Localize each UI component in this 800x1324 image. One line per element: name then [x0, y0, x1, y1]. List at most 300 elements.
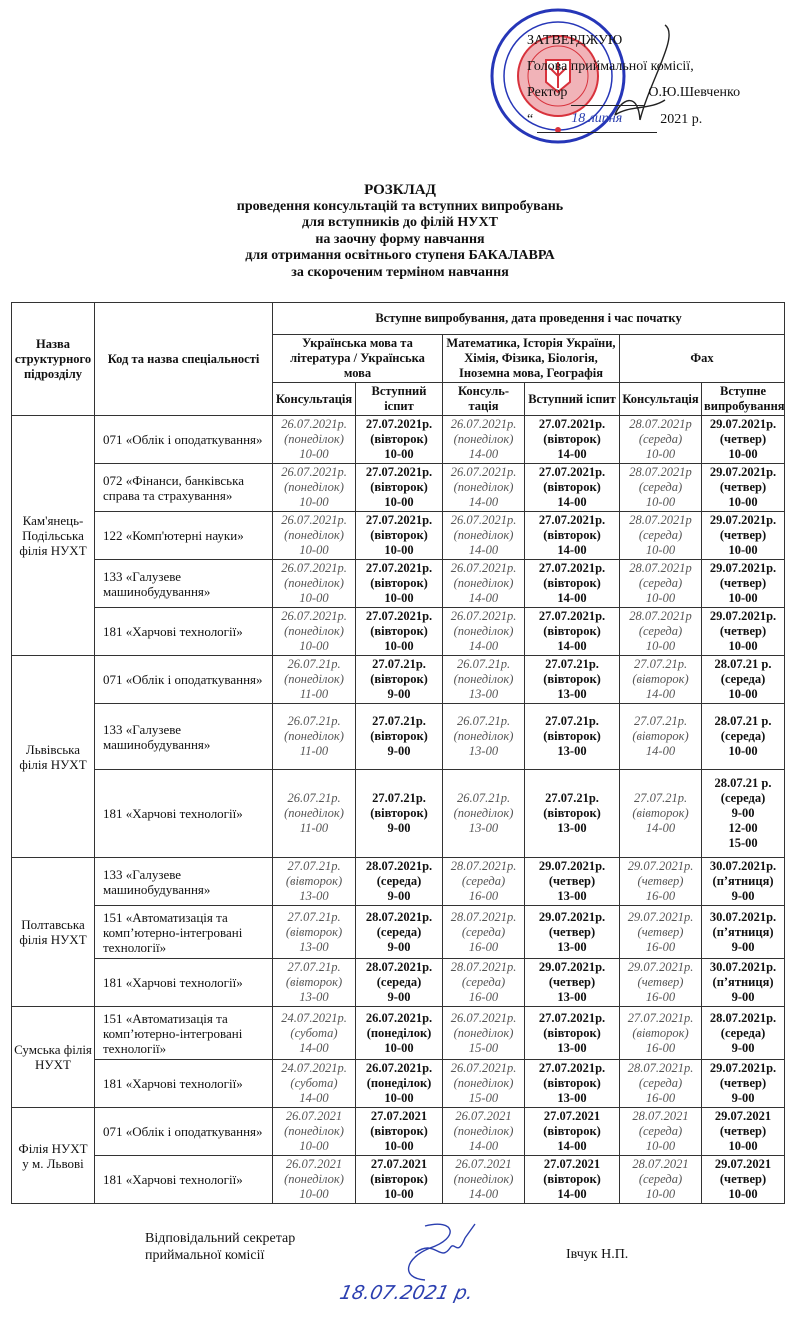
weekday-text: (вівторок)	[632, 672, 689, 686]
time-text: 14-00	[557, 1139, 587, 1153]
date-text: 28.07.2021р.	[709, 1010, 777, 1025]
approval-rector-name: О.Ю.Шевченко	[648, 85, 741, 100]
time-text: 10-00	[384, 543, 414, 557]
consultation-cell	[443, 656, 525, 704]
exam-cell	[702, 1108, 785, 1156]
specialty-cell: 072 «Фінанси, банківська справа та страхування»	[95, 464, 273, 512]
weekday-text: (вівторок)	[370, 1124, 428, 1138]
time-text: 13-00	[299, 939, 329, 954]
date-text: 29.07.2021	[714, 1109, 772, 1123]
exam-cell	[356, 608, 443, 656]
time-text: 14-00	[468, 1187, 499, 1201]
time-text: 14-00	[557, 543, 587, 557]
exam-cell	[702, 1007, 785, 1060]
exam-cell	[525, 560, 620, 608]
weekday-text: (понеділок)	[284, 576, 344, 590]
weekday-text: (четвер)	[719, 480, 767, 494]
weekday-text: (четвер)	[719, 432, 767, 446]
date-text: 27.07.21р.	[287, 859, 341, 873]
weekday-text: (четвер)	[637, 874, 684, 888]
date-text: 26.07.2021р.	[450, 513, 517, 527]
exam-cell	[356, 464, 443, 512]
approval-month: липня	[588, 111, 623, 126]
time-text: 10-00	[299, 1187, 329, 1201]
specialty-cell: 133 «Галузеве машинобудування»	[95, 560, 273, 608]
exam-cell	[356, 512, 443, 560]
consultation-cell	[620, 512, 702, 560]
exam-cell	[525, 512, 620, 560]
weekday-text: (вівторок)	[543, 528, 601, 542]
date-text: 28.07.2021р.	[450, 909, 517, 924]
date-text: 27.07.2021р.	[538, 1061, 606, 1075]
weekday-text: (середа)	[376, 924, 422, 939]
date-text: 28.07.21 р.	[714, 776, 772, 790]
date-text: 28.07.2021р	[629, 417, 692, 431]
time-text: 10-00	[384, 1187, 414, 1201]
weekday-text: (середа)	[720, 1025, 766, 1040]
time-text: 10-00	[384, 591, 414, 605]
specialty-cell: 181 «Харчові технології»	[95, 770, 273, 858]
date-text: 27.07.21р.	[372, 791, 426, 805]
date-text: 27.07.2021р.	[538, 1010, 606, 1025]
exam-cell	[356, 959, 443, 1007]
consultation-cell	[273, 1060, 356, 1108]
time-text: 14-00	[299, 1091, 329, 1105]
exam-cell	[356, 416, 443, 464]
weekday-text: (вівторок)	[632, 729, 689, 743]
weekday-text: (вівторок)	[543, 1025, 601, 1040]
exam-cell	[525, 608, 620, 656]
approval-block	[527, 28, 740, 133]
weekday-text: (понеділок)	[453, 480, 514, 494]
time-text: 13-00	[468, 821, 499, 835]
time-text: 13-00	[299, 889, 329, 903]
consultation-cell	[443, 608, 525, 656]
exam-cell	[525, 1156, 620, 1204]
weekday-text: (четвер)	[719, 1076, 767, 1090]
time-text: 14-00	[557, 1187, 587, 1201]
time-text: 16-00	[645, 939, 676, 954]
consultation-cell	[443, 770, 525, 858]
weekday-text: (вівторок)	[285, 924, 343, 939]
document-title	[0, 182, 800, 281]
table-row	[12, 1108, 785, 1156]
weekday-text: (середа)	[376, 975, 422, 989]
exam-cell	[356, 858, 443, 906]
time-text: 16-00	[645, 889, 676, 903]
weekday-text: (п’ятниця)	[712, 975, 774, 989]
date-text: 26.07.21р.	[456, 657, 511, 671]
time-text: 10-00	[728, 495, 758, 509]
exam-cell	[525, 959, 620, 1007]
exam-cell	[525, 1060, 620, 1108]
specialty-cell: 071 «Облік і оподаткування»	[95, 416, 273, 464]
header-subject-major: Фах	[620, 335, 785, 383]
header-s1-exam: Вступний іспит	[356, 383, 443, 416]
time-text: 10-00	[299, 447, 329, 461]
date-text: 26.07.2021р.	[450, 1010, 517, 1025]
exam-cell	[525, 656, 620, 704]
title-line: на заочну форму навчання	[315, 231, 485, 247]
exam-cell	[702, 770, 785, 858]
header-s3-exam: Вступне випробування	[702, 383, 785, 416]
date-text: 30.07.2021р.	[709, 909, 777, 924]
consultation-cell	[273, 416, 356, 464]
date-text: 26.07.2021р.	[365, 1061, 433, 1075]
time-text: 10-00	[645, 1187, 676, 1201]
time-text: 10-00	[728, 447, 758, 461]
approval-quote: “	[527, 112, 534, 127]
date-text: 27.07.2021р.	[365, 465, 433, 479]
date-text: 26.07.21р.	[456, 791, 511, 805]
time-text: 14-00	[468, 639, 499, 653]
date-text: 29.07.2021р.	[627, 960, 694, 974]
weekday-text: (понеділок)	[453, 576, 514, 590]
consultation-cell	[273, 560, 356, 608]
exam-cell	[525, 464, 620, 512]
consultation-cell	[273, 656, 356, 704]
specialty-cell: 122 «Комп'ютерні науки»	[95, 512, 273, 560]
consultation-cell	[443, 464, 525, 512]
weekday-text: (п’ятниця)	[712, 874, 774, 888]
exam-cell	[702, 1156, 785, 1204]
date-text: 27.07.2021	[543, 1157, 601, 1171]
consultation-cell	[620, 1007, 702, 1060]
title-line: проведення консультацій та вступних випробувань	[236, 198, 564, 214]
weekday-text: (субота)	[290, 1076, 338, 1090]
exam-cell	[702, 906, 785, 959]
date-text: 27.07.21р.	[545, 791, 599, 805]
date-text: 30.07.2021р.	[709, 960, 777, 974]
date-text: 28.07.2021р.	[365, 859, 433, 873]
exam-cell	[525, 1108, 620, 1156]
date-text: 26.07.2021р.	[281, 561, 347, 575]
time-text: 10-00	[645, 639, 676, 653]
consultation-cell	[443, 512, 525, 560]
weekday-text: (понеділок)	[284, 806, 344, 820]
time-text: 10-00	[728, 1187, 758, 1201]
approval-position: Голова приймальної комісії,	[527, 59, 694, 74]
consultation-cell	[273, 858, 356, 906]
time-text: 11-00	[299, 687, 329, 701]
specialty-cell: 151 «Автоматизація та комп’ютерно-інтегровані технології»	[95, 906, 273, 959]
footer-secretary-name: Івчук Н.П.	[566, 1247, 629, 1262]
specialty-cell: 181 «Харчові технології»	[95, 959, 273, 1007]
time-text: 13-00	[468, 744, 499, 758]
time-text: 9-00	[731, 806, 755, 820]
date-text: 26.07.2021р.	[281, 609, 347, 623]
date-text: 28.07.2021р.	[627, 1061, 694, 1075]
date-text: 26.07.2021	[285, 1157, 343, 1171]
time-text: 9-00	[387, 687, 411, 701]
time-text: 14-00	[557, 447, 587, 461]
time-text: 9-00	[731, 990, 755, 1004]
weekday-text: (вівторок)	[370, 1172, 428, 1186]
weekday-text: (вівторок)	[370, 672, 428, 686]
approval-day: 18	[571, 111, 586, 126]
time-text: 10-00	[728, 744, 758, 758]
header-exams-group: Вступне випробування, дата проведення і час початку	[273, 303, 785, 335]
time-text: 10-00	[645, 1139, 676, 1153]
time-text: 10-00	[384, 1040, 414, 1055]
date-text: 27.07.2021	[370, 1157, 428, 1171]
consultation-cell	[443, 959, 525, 1007]
date-text: 29.07.2021р.	[627, 909, 694, 924]
weekday-text: (понеділок)	[453, 1172, 514, 1186]
exam-cell	[702, 608, 785, 656]
time-text: 13-00	[557, 687, 587, 701]
time-text: 14-00	[557, 495, 587, 509]
footer-role-line1: Відповідальний секретар	[145, 1231, 296, 1246]
weekday-text: (понеділок)	[453, 672, 514, 686]
date-text: 28.07.2021р.	[365, 909, 433, 924]
consultation-cell	[273, 704, 356, 770]
weekday-text: (вівторок)	[543, 1172, 601, 1186]
branch-cell: Полтавська філія НУХТ	[12, 858, 95, 1007]
date-text: 27.07.2021	[370, 1109, 428, 1123]
exam-cell	[356, 1007, 443, 1060]
time-text: 16-00	[645, 1091, 676, 1105]
table-row	[12, 416, 785, 464]
header-s3-consult: Консультація	[620, 383, 702, 416]
title-line: для вступників до філій НУХТ	[302, 215, 498, 230]
date-text: 26.07.2021р.	[281, 513, 347, 527]
consultation-cell	[443, 704, 525, 770]
date-text: 29.07.2021р.	[709, 561, 777, 575]
weekday-text: (вівторок)	[370, 480, 428, 494]
date-text: 26.07.2021р.	[281, 417, 347, 431]
time-text: 11-00	[299, 744, 329, 758]
weekday-text: (четвер)	[719, 624, 767, 638]
time-text: 13-00	[299, 990, 329, 1004]
consultation-cell	[620, 608, 702, 656]
exam-cell	[356, 906, 443, 959]
specialty-cell: 181 «Харчові технології»	[95, 1156, 273, 1204]
weekday-text: (четвер)	[719, 1172, 767, 1186]
weekday-text: (вівторок)	[543, 432, 601, 446]
date-text: 28.07.2021р	[629, 465, 692, 479]
time-text: 9-00	[731, 889, 755, 903]
consultation-cell	[443, 1060, 525, 1108]
date-text: 27.07.2021р.	[538, 513, 606, 527]
weekday-text: (вівторок)	[543, 1076, 601, 1090]
time-text: 10-00	[728, 591, 758, 605]
header-specialty: Код та назва спеціальності	[95, 303, 273, 416]
date-text: 26.07.21р.	[456, 714, 511, 728]
time-text: 15-00	[728, 836, 758, 850]
title-line: за скороченим терміном навчання	[291, 264, 509, 280]
table-row	[12, 1060, 785, 1108]
weekday-text: (понеділок)	[453, 1025, 514, 1040]
time-text: 14-00	[557, 639, 587, 653]
weekday-text: (середа)	[376, 874, 422, 888]
time-text: 9-00	[731, 939, 755, 954]
time-text: 16-00	[468, 990, 499, 1004]
date-text: 28.07.2021р	[629, 609, 692, 623]
weekday-text: (середа)	[638, 480, 683, 494]
weekday-text: (вівторок)	[543, 624, 601, 638]
time-text: 10-00	[728, 543, 758, 557]
table-row	[12, 608, 785, 656]
consultation-cell	[620, 1156, 702, 1204]
table-row	[12, 906, 785, 959]
date-text: 26.07.2021	[455, 1109, 512, 1123]
date-text: 27.07.2021р.	[538, 417, 606, 431]
date-text: 27.07.2021р.	[365, 417, 433, 431]
date-text: 27.07.21р.	[545, 714, 599, 728]
table-row	[12, 464, 785, 512]
consultation-cell	[273, 906, 356, 959]
date-text: 27.07.21р.	[633, 714, 688, 728]
consultation-cell	[620, 906, 702, 959]
consultation-cell	[620, 770, 702, 858]
time-text: 13-00	[557, 744, 587, 758]
date-text: 27.07.2021р.	[538, 609, 606, 623]
consultation-cell	[620, 656, 702, 704]
date-text: 26.07.21р.	[287, 714, 341, 728]
weekday-text: (середа)	[638, 1076, 683, 1090]
weekday-text: (середа)	[720, 791, 766, 805]
weekday-text: (вівторок)	[370, 729, 428, 743]
date-text: 27.07.21р.	[287, 909, 341, 924]
table-row	[12, 959, 785, 1007]
header-branch: Назва структурного підрозділу	[12, 303, 95, 416]
weekday-text: (четвер)	[548, 874, 596, 888]
time-text: 14-00	[557, 591, 587, 605]
exam-cell	[525, 416, 620, 464]
exam-cell	[356, 1156, 443, 1204]
specialty-cell: 071 «Облік і оподаткування»	[95, 656, 273, 704]
weekday-text: (вівторок)	[632, 806, 689, 820]
weekday-text: (понеділок)	[284, 1172, 344, 1186]
time-text: 16-00	[468, 889, 499, 903]
footer-handwritten-date: 18.07.2021 р.	[337, 1282, 476, 1304]
consultation-cell	[443, 1108, 525, 1156]
time-text: 15-00	[468, 1091, 499, 1105]
table-row	[12, 1156, 785, 1204]
weekday-text: (понеділок)	[453, 1076, 514, 1090]
time-text: 9-00	[387, 990, 411, 1004]
time-text: 15-00	[468, 1040, 499, 1055]
exam-cell	[356, 560, 443, 608]
weekday-text: (вівторок)	[370, 806, 428, 820]
time-text: 10-00	[299, 639, 329, 653]
specialty-cell: 181 «Харчові технології»	[95, 608, 273, 656]
time-text: 10-00	[645, 495, 676, 509]
date-text: 30.07.2021р.	[709, 859, 777, 873]
consultation-cell	[620, 704, 702, 770]
date-text: 28.07.2021р.	[365, 960, 433, 974]
date-text: 27.07.21р.	[372, 657, 426, 671]
date-text: 29.07.2021	[714, 1157, 772, 1171]
consultation-cell	[443, 906, 525, 959]
title-main: РОЗКЛАД	[364, 182, 436, 198]
time-text: 14-00	[468, 495, 499, 509]
date-text: 29.07.2021р.	[538, 960, 606, 974]
exam-cell	[356, 770, 443, 858]
schedule-table	[11, 302, 785, 1204]
time-text: 14-00	[468, 591, 499, 605]
date-text: 26.07.2021	[285, 1109, 343, 1123]
time-text: 10-00	[299, 495, 329, 509]
weekday-text: (понеділок)	[453, 806, 514, 820]
weekday-text: (середа)	[638, 624, 683, 638]
table-row	[12, 770, 785, 858]
consultation-cell	[443, 416, 525, 464]
table-row	[12, 512, 785, 560]
consultation-cell	[273, 1156, 356, 1204]
weekday-text: (субота)	[290, 1025, 338, 1040]
table-row	[12, 1007, 785, 1060]
date-text: 26.07.2021р.	[365, 1010, 433, 1025]
time-text: 10-00	[728, 1139, 758, 1153]
date-text: 29.07.2021р.	[709, 609, 777, 623]
consultation-cell	[620, 1060, 702, 1108]
time-text: 14-00	[468, 1139, 499, 1153]
weekday-text: (вівторок)	[543, 1124, 601, 1138]
weekday-text: (вівторок)	[370, 528, 428, 542]
consultation-cell	[620, 959, 702, 1007]
weekday-text: (четвер)	[637, 975, 684, 989]
title-line: для отримання освітнього ступеня БАКАЛАВРА	[245, 248, 555, 263]
consultation-cell	[620, 560, 702, 608]
weekday-text: (вівторок)	[543, 672, 601, 686]
weekday-text: (середа)	[461, 924, 506, 939]
date-text: 28.07.2021р	[629, 513, 692, 527]
weekday-text: (середа)	[461, 975, 506, 989]
specialty-cell: 133 «Галузеве машинобудування»	[95, 858, 273, 906]
time-text: 14-00	[299, 1040, 329, 1055]
date-text: 28.07.21 р.	[714, 657, 772, 671]
time-text: 14-00	[645, 744, 676, 758]
consultation-cell	[620, 416, 702, 464]
exam-cell	[356, 1060, 443, 1108]
weekday-text: (понеділок)	[284, 672, 344, 686]
date-text: 28.07.2021р	[629, 561, 692, 575]
consultation-cell	[273, 770, 356, 858]
time-text: 10-00	[645, 447, 676, 461]
consultation-cell	[443, 1156, 525, 1204]
time-text: 10-00	[299, 543, 329, 557]
consultation-cell	[273, 1007, 356, 1060]
date-text: 27.07.2021р.	[365, 513, 433, 527]
exam-cell	[702, 959, 785, 1007]
time-text: 16-00	[645, 990, 676, 1004]
time-text: 14-00	[645, 821, 676, 835]
weekday-text: (четвер)	[637, 924, 684, 939]
branch-cell: Філія НУХТ у м. Львові	[12, 1108, 95, 1204]
consultation-cell	[443, 560, 525, 608]
exam-cell	[356, 704, 443, 770]
date-text: 28.07.2021	[632, 1109, 689, 1123]
time-text: 10-00	[645, 543, 676, 557]
time-text: 9-00	[731, 1091, 755, 1105]
time-text: 10-00	[384, 639, 414, 653]
exam-cell	[525, 858, 620, 906]
date-text: 24.07.2021р.	[281, 1010, 347, 1025]
time-text: 14-00	[468, 543, 499, 557]
date-text: 27.07.2021р.	[538, 465, 606, 479]
date-text: 27.07.21р.	[633, 657, 688, 671]
time-text: 12-00	[728, 821, 758, 835]
consultation-cell	[620, 858, 702, 906]
date-text: 28.07.2021	[632, 1157, 689, 1171]
time-text: 14-00	[468, 447, 499, 461]
exam-cell	[702, 464, 785, 512]
weekday-text: (понеділок)	[453, 729, 514, 743]
branch-cell: Сумська філія НУХТ	[12, 1007, 95, 1108]
exam-cell	[525, 704, 620, 770]
